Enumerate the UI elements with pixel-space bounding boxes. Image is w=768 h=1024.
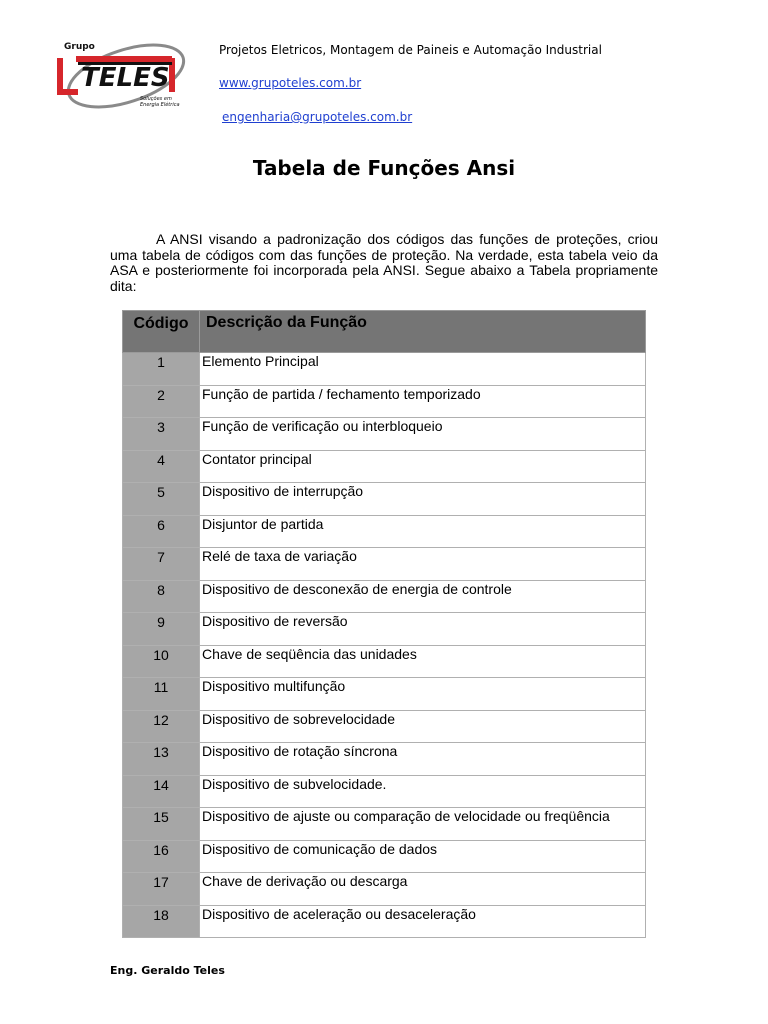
function-code-cell: 12 — [123, 710, 200, 743]
table-body — [123, 353, 646, 938]
logo-tagline-2: Energia Elétrica — [140, 102, 180, 108]
function-code-cell: 3 — [123, 418, 200, 451]
column-header-code: Código — [123, 311, 200, 353]
table-row — [123, 548, 646, 581]
function-code-cell: 1 — [123, 353, 200, 386]
function-description-cell: Função de partida / fechamento temporizado — [200, 385, 646, 418]
function-description-cell: Contator principal — [200, 450, 646, 483]
company-logo — [54, 40, 194, 112]
function-description-cell: Dispositivo de comunicação de dados — [200, 840, 646, 873]
table-row — [123, 580, 646, 613]
function-code-cell: 4 — [123, 450, 200, 483]
intro-paragraph: A ANSI visando a padronização dos códigos das funções de proteções, criou uma tabela de códigos com das funções de proteção. Na verdade, esta tabela veio da ASA e posteriormente foi incorporada pela ANSI. Segue abaixo a Tabela propriamente dita: — [110, 231, 658, 294]
function-code-cell: 18 — [123, 905, 200, 938]
table-header-row — [123, 311, 646, 353]
function-description-cell: Função de verificação ou interbloqueio — [200, 418, 646, 451]
table-row — [123, 353, 646, 386]
table-row — [123, 678, 646, 711]
table-row — [123, 905, 646, 938]
function-code-cell: 10 — [123, 645, 200, 678]
table-row — [123, 385, 646, 418]
function-description-cell: Chave de seqüência das unidades — [200, 645, 646, 678]
function-description-cell: Chave de derivação ou descarga — [200, 873, 646, 906]
function-description-cell: Relé de taxa de variação — [200, 548, 646, 581]
table-row — [123, 515, 646, 548]
function-description-cell: Dispositivo de interrupção — [200, 483, 646, 516]
table-row — [123, 840, 646, 873]
function-description-cell: Dispositivo de desconexão de energia de controle — [200, 580, 646, 613]
logo-tagline-1: Soluções em — [140, 96, 172, 102]
function-description-cell: Dispositivo de subvelocidade. — [200, 775, 646, 808]
function-description-cell: Disjuntor de partida — [200, 515, 646, 548]
grupo-teles-logo-graphic — [54, 40, 194, 112]
logo-brand-text: TELES — [81, 63, 170, 93]
function-description-cell: Dispositivo de rotação síncrona — [200, 743, 646, 776]
function-code-cell: 15 — [123, 808, 200, 841]
table-row — [123, 775, 646, 808]
column-header-description: Descrição da Função — [200, 311, 646, 353]
page-title: Tabela de Funções Ansi — [252, 156, 516, 180]
footer-author: Eng. Geraldo Teles — [110, 964, 225, 977]
function-code-cell: 16 — [123, 840, 200, 873]
function-code-cell: 7 — [123, 548, 200, 581]
table-row — [123, 613, 646, 646]
logo-group-label: Grupo — [64, 42, 95, 52]
ansi-functions-table — [122, 310, 646, 938]
table-row — [123, 450, 646, 483]
function-description-cell: Dispositivo de ajuste ou comparação de velocidade ou freqüência — [200, 808, 646, 841]
table-row — [123, 743, 646, 776]
table-row — [123, 808, 646, 841]
function-description-cell: Dispositivo de sobrevelocidade — [200, 710, 646, 743]
table-row — [123, 645, 646, 678]
function-description-cell: Elemento Principal — [200, 353, 646, 386]
website-link[interactable]: www.grupoteles.com.br — [219, 76, 362, 90]
function-description-cell: Dispositivo de reversão — [200, 613, 646, 646]
table-row — [123, 418, 646, 451]
email-link[interactable]: engenharia@grupoteles.com.br — [222, 110, 413, 124]
function-code-cell: 5 — [123, 483, 200, 516]
function-description-cell: Dispositivo de aceleração ou desaceleração — [200, 905, 646, 938]
function-code-cell: 14 — [123, 775, 200, 808]
function-code-cell: 2 — [123, 385, 200, 418]
function-code-cell: 11 — [123, 678, 200, 711]
company-description: Projetos Eletricos, Montagem de Paineis e Automação Industrial — [219, 43, 602, 57]
function-code-cell: 6 — [123, 515, 200, 548]
table-row — [123, 483, 646, 516]
function-code-cell: 8 — [123, 580, 200, 613]
function-code-cell: 17 — [123, 873, 200, 906]
function-code-cell: 9 — [123, 613, 200, 646]
table-row — [123, 873, 646, 906]
function-description-cell: Dispositivo multifunção — [200, 678, 646, 711]
table-row — [123, 710, 646, 743]
function-code-cell: 13 — [123, 743, 200, 776]
